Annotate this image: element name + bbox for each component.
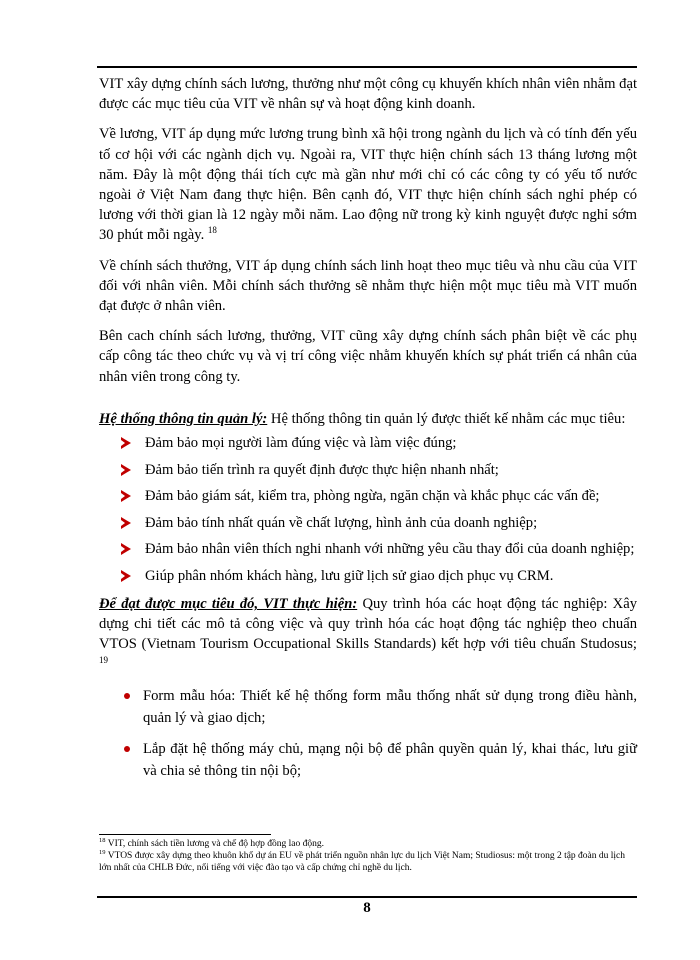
list-item-text: Đảm bảo mọi người làm đúng việc và làm việc đúng; — [145, 435, 457, 452]
list-item-text: Giúp phân nhóm khách hàng, lưu giữ lịch sử giao dịch phục vụ CRM. — [145, 567, 554, 584]
list-item — [99, 486, 637, 513]
footnote — [99, 838, 639, 850]
list-item — [99, 738, 637, 782]
footnote-text: VIT, chính sách tiền lương và chế độ hợp đồng lao động. — [105, 839, 325, 849]
arrow-bullet-icon — [121, 543, 131, 555]
footnote-separator — [99, 834, 271, 835]
paragraph — [99, 326, 637, 387]
list-item-text: Đảm bảo giám sát, kiểm tra, phòng ngừa, ngăn chặn và khắc phục các vấn đề; — [145, 488, 600, 505]
dot-bullet-icon — [124, 746, 130, 752]
list-item — [99, 460, 637, 487]
paragraph-text: VIT xây dựng chính sách lương, thưởng như một công cụ khuyến khích nhân viên nhằm đạt được các mục tiêu của VIT về nhân sự và hoạt động kinh doanh. — [99, 76, 637, 113]
paragraph-text: Về lương, VIT áp dụng mức lương trung bình xã hội trong ngành du lịch và có tính đến yếu tố cơ hội với các ngành dịch vụ. Ngoài ra, VIT thực hiện chính sách 13 tháng lương một năm. Đây là một động thái tích cực mà gần như mới chỉ có các công ty có yếu tố nước ngoài ở Việt Nam đang thực hiện. Bên cạnh đó, VIT thực hiện chính sách nghỉ phép có lương với thời gian là 12 ngày mỗi năm. Lao động nữ trong kỳ kinh nguyệt được nghỉ sớm 30 phút mỗi ngày. — [99, 126, 637, 244]
mis-intro-text: Hệ thống thông tin quản lý được thiết kế nhằm các mục tiêu: — [267, 410, 626, 427]
paragraph — [99, 74, 637, 114]
footnote — [99, 850, 639, 874]
list-item — [99, 685, 637, 729]
footnote-number: 19 — [99, 848, 106, 856]
dot-bullet-icon — [124, 693, 130, 699]
arrow-bullet-icon — [121, 570, 131, 582]
list-item — [99, 513, 637, 540]
list-item-text: Đảm bảo nhân viên thích nghi nhanh với những yêu cầu thay đổi của doanh nghiệp; — [145, 541, 635, 558]
list-item — [99, 539, 637, 566]
goal-heading: Để đạt được mục tiêu đó, VIT thực hiện: — [99, 596, 358, 613]
list-item — [99, 566, 637, 593]
mis-heading: Hệ thống thông tin quản lý: — [99, 410, 268, 427]
goal-paragraph — [99, 594, 637, 675]
page-number: 8 — [363, 900, 371, 916]
paragraph-text: Bên cach chính sách lương, thưởng, VIT cũng xây dựng chính sách phân biệt về các phụ cấp công tác theo chức vụ và vị trí công việc nhằm khuyến khích sự phát triển cá nhân của nhân viên trong công ty. — [99, 328, 637, 385]
paragraph — [99, 256, 637, 317]
mis-goals-list — [99, 433, 637, 592]
footer-rule — [97, 896, 637, 898]
header-rule — [97, 66, 637, 68]
footnote-ref[interactable]: 18 — [207, 225, 217, 236]
footnote-text: VTOS được xây dựng theo khuôn khổ dự án EU về phát triển nguồn nhân lực du lịch Việt Nam; Studiosus: một trong 2 tập đoàn du lịch lớn nhất của CHLB Đức, nổi tiếng với việc đào tạo và cấp chứng chỉ nghề du lịch. — [99, 851, 626, 873]
arrow-bullet-icon — [121, 490, 131, 502]
footnotes — [99, 838, 639, 874]
footnote-ref[interactable]: 19 — [99, 654, 108, 665]
list-item-text: Form mẫu hóa: Thiết kế hệ thống form mẫu thống nhất sử dụng trong điều hành, quản lý và giao dịch; — [143, 687, 637, 726]
arrow-bullet-icon — [121, 517, 131, 529]
arrow-bullet-icon — [121, 437, 131, 449]
arrow-bullet-icon — [121, 464, 131, 476]
mis-intro — [99, 409, 637, 429]
list-item — [99, 433, 637, 460]
goal-actions-list — [99, 685, 637, 782]
list-item-text: Lắp đặt hệ thống máy chủ, mạng nội bộ để phân quyền quản lý, khai thác, lưu giữ và chia sẻ thông tin nội bộ; — [143, 740, 637, 779]
paragraph-text: Về chính sách thưởng, VIT áp dụng chính sách linh hoạt theo mục tiêu và nhu cầu của VIT đối với nhân viên. Mỗi chính sách thưởng sẽ nhằm thực hiện một mục tiêu mà VIT muốn đạt được ở nhân viên. — [99, 257, 637, 315]
list-item-text: Đảm bảo tiến trình ra quyết định được thực hiện nhanh nhất; — [145, 461, 499, 478]
page-body — [99, 74, 637, 791]
list-item-text: Đảm bảo tính nhất quán về chất lượng, hình ảnh của doanh nghiệp; — [145, 514, 538, 531]
goal-text: Quy trình hóa các hoạt động tác nghiệp: Xây dựng chi tiết các mô tả công việc và quy trình hóa các hoạt động tác nghiệp theo chuẩn VTOS (Vietnam Tourism Occupational Skills Standards) kết hợp với tiêu chuẩn Studosus; — [99, 596, 638, 653]
footnote-number: 18 — [99, 836, 106, 844]
paragraph — [99, 124, 637, 245]
